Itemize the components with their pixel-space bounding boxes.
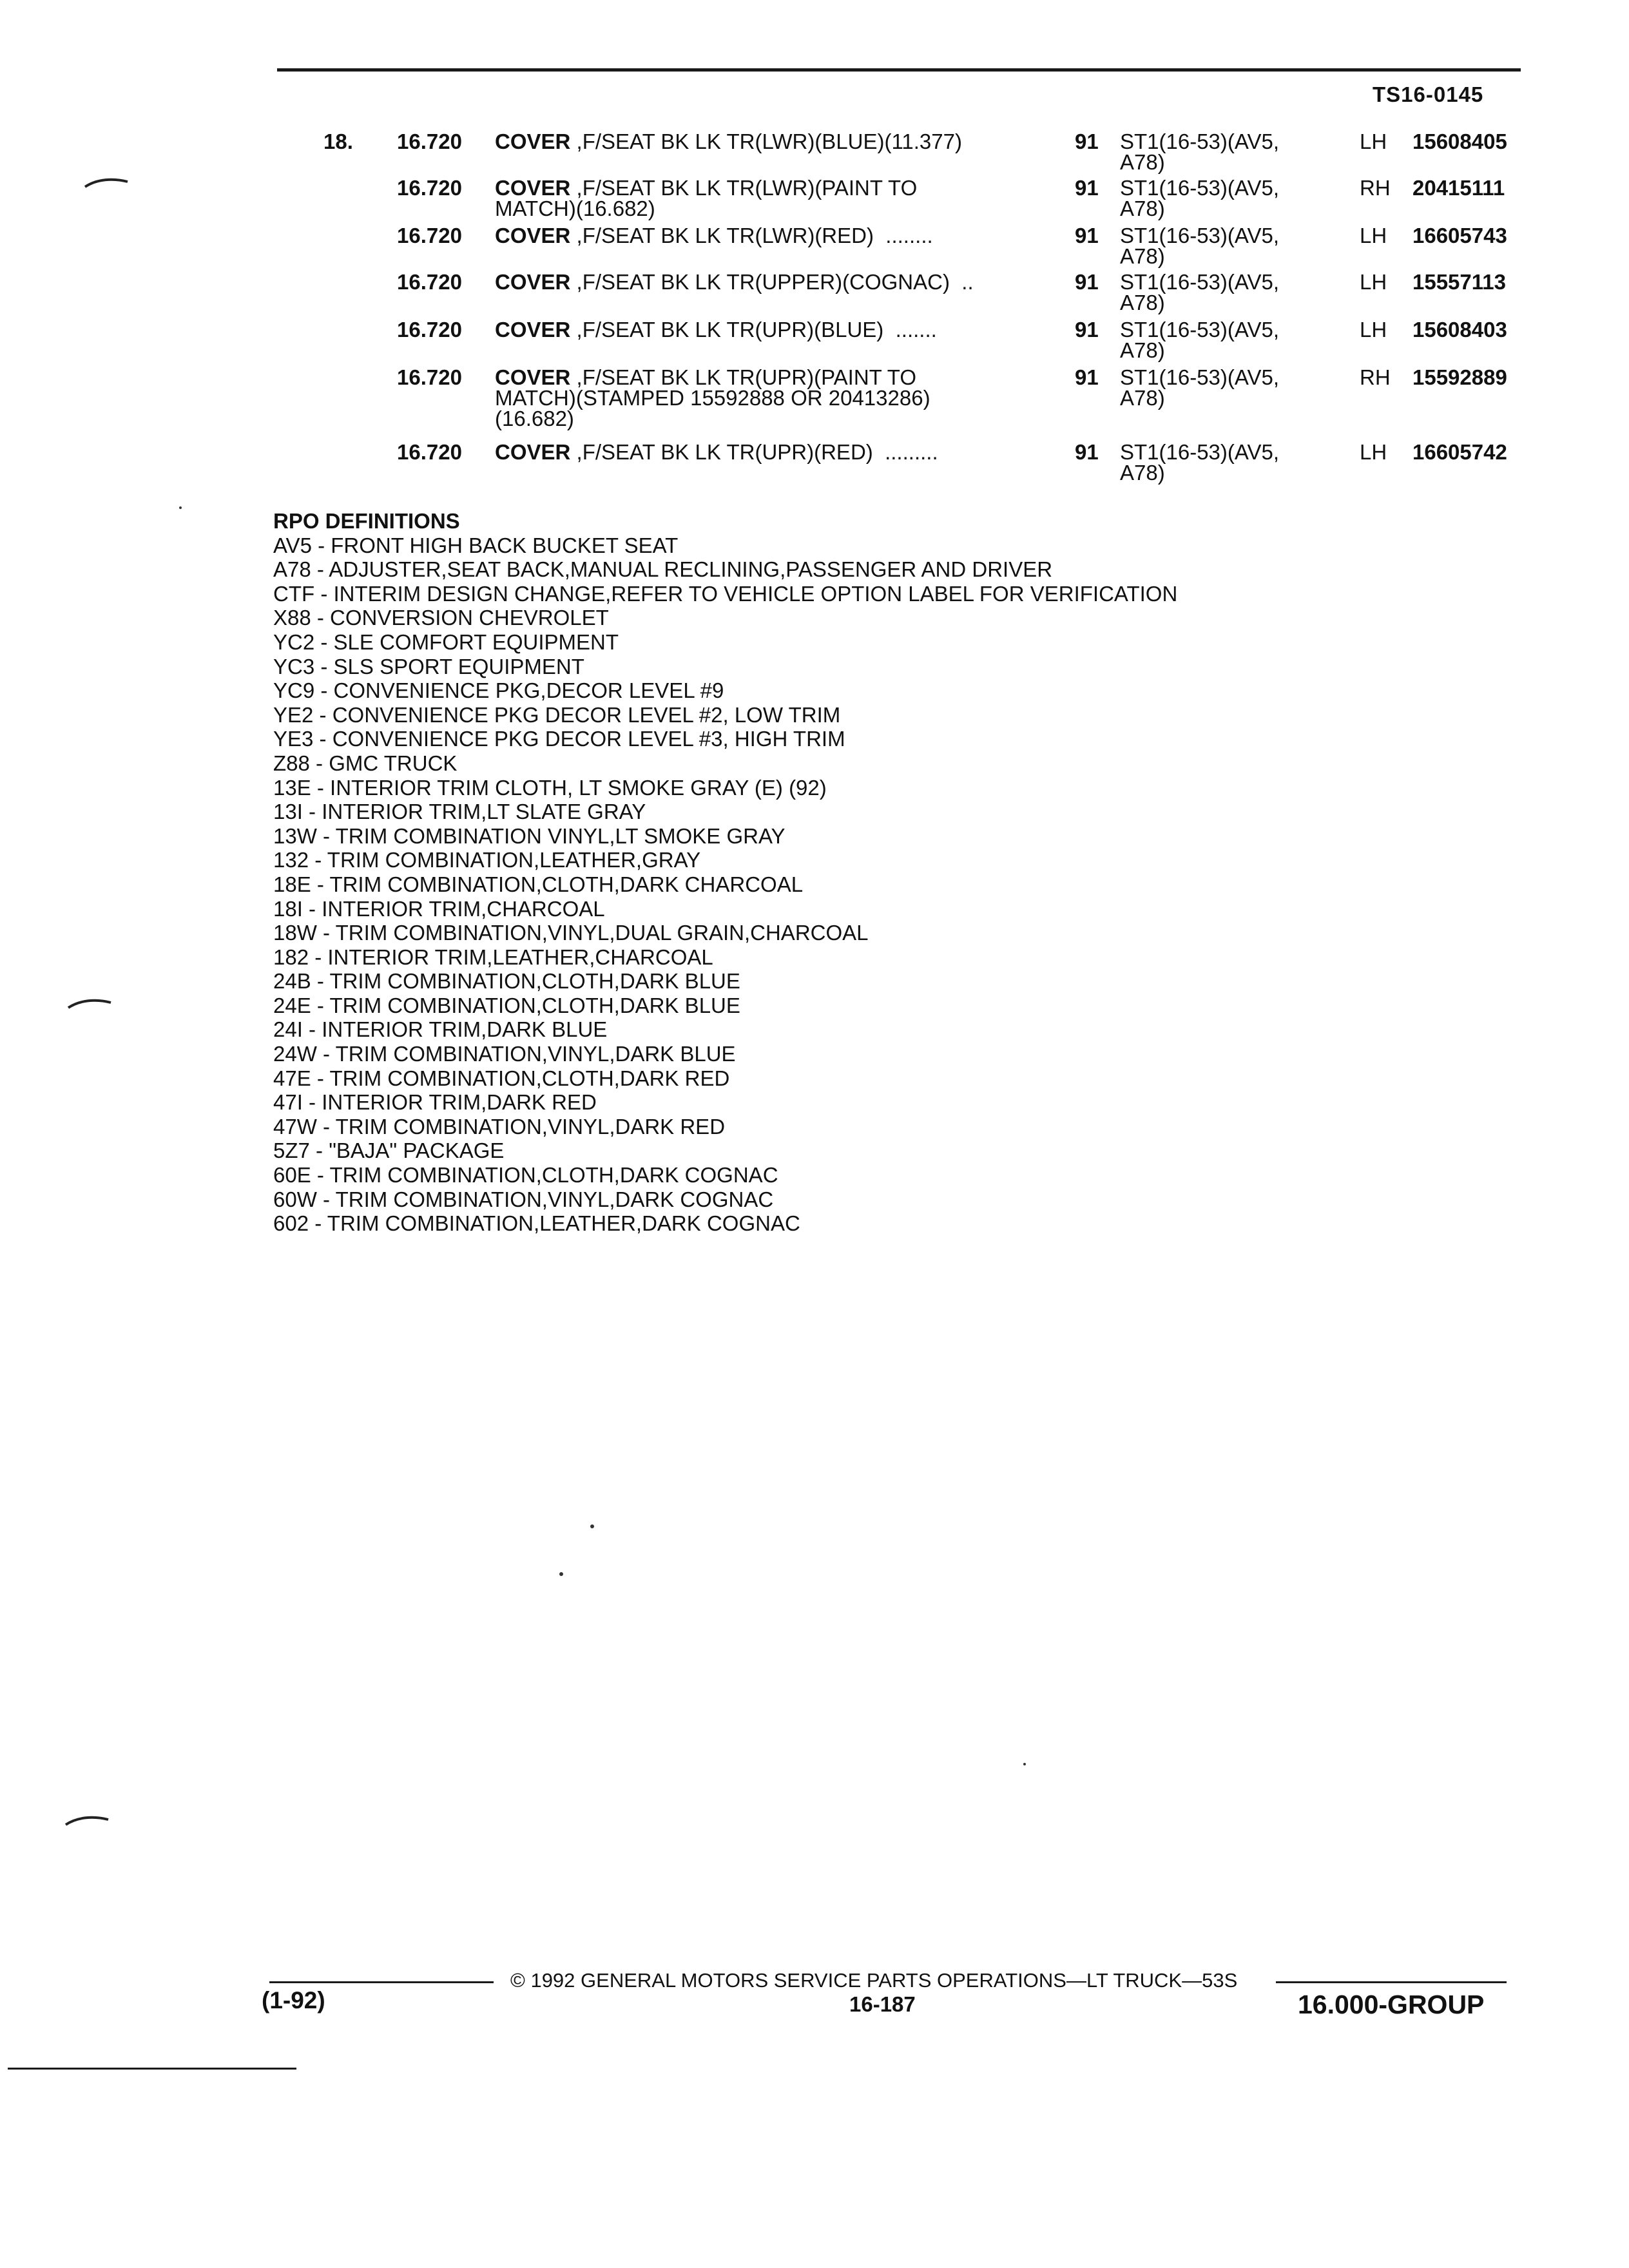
rpo-definition: 132 - TRIM COMBINATION,LEATHER,GRAY	[273, 848, 701, 872]
rpo-title: RPO DEFINITIONS	[273, 509, 460, 533]
footer-copyright: © 1992 GENERAL MOTORS SERVICE PARTS OPERATIONS—LT TRUCK—53S	[510, 1969, 1238, 1992]
model-year: 91	[1075, 130, 1099, 153]
hole-punch-mark	[84, 177, 129, 189]
rpo-definition: 13W - TRIM COMBINATION VINYL,LT SMOKE GRAY	[273, 823, 786, 848]
usage	[1120, 226, 1279, 267]
part-name: COVER	[495, 270, 571, 294]
usage	[1120, 367, 1279, 408]
side: LH	[1360, 318, 1387, 341]
side: LH	[1360, 440, 1387, 464]
group-number: 16.720	[397, 365, 462, 389]
desc-line: ,F/SEAT BK LK TR(UPR)(BLUE) .......	[576, 318, 937, 341]
rpo-definition: 47W - TRIM COMBINATION,VINYL,DARK RED	[273, 1114, 726, 1139]
rpo-definition: YC2 - SLE COMFORT EQUIPMENT	[273, 629, 619, 654]
rpo-definition: 5Z7 - "BAJA" PACKAGE	[273, 1139, 505, 1163]
page-number: 16-187	[849, 1992, 916, 2016]
model-year: 91	[1075, 365, 1099, 389]
rpo-definition: 18I - INTERIOR TRIM,CHARCOAL	[273, 896, 605, 921]
rpo-definition: 60W - TRIM COMBINATION,VINYL,DARK COGNAC	[273, 1187, 774, 1211]
part-name: COVER	[495, 224, 571, 247]
usage-line: ST1(16-53)(AV5,	[1120, 440, 1279, 464]
group-number: 16.720	[397, 440, 462, 464]
usage-line: ST1(16-53)(AV5,	[1120, 365, 1279, 389]
part-name: COVER	[495, 318, 571, 341]
part-description	[495, 272, 974, 293]
rpo-definition: 13I - INTERIOR TRIM,LT SLATE GRAY	[273, 800, 646, 824]
side: LH	[1360, 130, 1387, 153]
part-name: COVER	[495, 130, 571, 153]
group-number: 16.720	[397, 318, 462, 341]
usage	[1120, 442, 1279, 483]
scan-speck	[1023, 1763, 1026, 1765]
rpo-definition: Z88 - GMC TRUCK	[273, 751, 458, 775]
parts-row	[0, 178, 1547, 223]
bottom-left-rule	[8, 2068, 296, 2070]
scan-speck	[179, 506, 182, 509]
side: LH	[1360, 224, 1387, 247]
group-number: 16.720	[397, 176, 462, 200]
reference-code: TS16-0145	[1373, 82, 1484, 106]
model-year: 91	[1075, 176, 1099, 200]
rpo-definition: 47E - TRIM COMBINATION,CLOTH,DARK RED	[273, 1066, 730, 1090]
desc-line: MATCH)(16.682)	[495, 197, 655, 220]
rpo-list	[273, 533, 1177, 1236]
usage-line: ST1(16-53)(AV5,	[1120, 176, 1279, 200]
usage-line: A78)	[1120, 150, 1165, 174]
rpo-definition: 18W - TRIM COMBINATION,VINYL,DUAL GRAIN,CHARCOAL	[273, 921, 869, 945]
rpo-definition: X88 - CONVERSION CHEVROLET	[273, 606, 609, 630]
part-name: COVER	[495, 176, 571, 200]
rpo-definition: 24E - TRIM COMBINATION,CLOTH,DARK BLUE	[273, 993, 740, 1017]
rpo-definition: AV5 - FRONT HIGH BACK BUCKET SEAT	[273, 533, 679, 557]
group-number: 16.720	[397, 130, 462, 153]
hole-punch-mark	[67, 997, 112, 1010]
usage-line: A78)	[1120, 244, 1165, 268]
usage-line: ST1(16-53)(AV5,	[1120, 130, 1279, 153]
part-description	[495, 226, 933, 246]
footer-rule-right	[1276, 1981, 1507, 1983]
desc-line: (16.682)	[495, 407, 574, 430]
hole-punch-mark	[64, 1814, 110, 1827]
rpo-definition: 47I - INTERIOR TRIM,DARK RED	[273, 1090, 597, 1115]
part-description	[495, 178, 917, 219]
rpo-definition: 24B - TRIM COMBINATION,CLOTH,DARK BLUE	[273, 969, 740, 994]
desc-line: ,F/SEAT BK LK TR(UPPER)(COGNAC) ..	[576, 270, 974, 294]
part-number: 15557113	[1412, 270, 1507, 294]
scan-speck	[590, 1524, 594, 1528]
usage-line: A78)	[1120, 338, 1165, 362]
usage-line: A78)	[1120, 386, 1165, 410]
parts-row	[0, 131, 1547, 177]
usage-line: ST1(16-53)(AV5,	[1120, 318, 1279, 341]
side: RH	[1360, 365, 1391, 389]
model-year: 91	[1075, 224, 1099, 247]
group-label: 16.000-GROUP	[1298, 1990, 1485, 2019]
desc-line: ,F/SEAT BK LK TR(UPR)(PAINT TO	[576, 365, 917, 389]
group-number: 16.720	[397, 224, 462, 247]
part-description	[495, 320, 937, 340]
parts-row	[0, 320, 1547, 365]
rpo-definition: 60E - TRIM COMBINATION,CLOTH,DARK COGNAC	[273, 1163, 778, 1187]
usage-line: A78)	[1120, 291, 1165, 314]
usage	[1120, 272, 1279, 313]
rpo-definition: YC3 - SLS SPORT EQUIPMENT	[273, 654, 584, 678]
model-year: 91	[1075, 440, 1099, 464]
part-number: 15608405	[1412, 130, 1507, 153]
usage-line: ST1(16-53)(AV5,	[1120, 224, 1279, 247]
part-number: 16605742	[1412, 440, 1507, 464]
rpo-definition: YE3 - CONVENIENCE PKG DECOR LEVEL #3, HIGH TRIM	[273, 727, 845, 751]
parts-row	[0, 442, 1547, 487]
rpo-definition: YC9 - CONVENIENCE PKG,DECOR LEVEL #9	[273, 678, 724, 703]
part-name: COVER	[495, 440, 571, 464]
usage	[1120, 178, 1279, 219]
parts-row	[0, 365, 1547, 430]
desc-line: ,F/SEAT BK LK TR(LWR)(PAINT TO	[576, 176, 918, 200]
side: LH	[1360, 270, 1387, 294]
desc-line: ,F/SEAT BK LK TR(LWR)(RED) ........	[576, 224, 933, 247]
part-description	[495, 442, 938, 463]
model-year: 91	[1075, 270, 1099, 294]
desc-line: MATCH)(STAMPED 15592888 OR 20413286)	[495, 386, 930, 410]
rpo-definition: CTF - INTERIM DESIGN CHANGE,REFER TO VEHICLE OPTION LABEL FOR VERIFICATION	[273, 581, 1178, 606]
rpo-definition: 24I - INTERIOR TRIM,DARK BLUE	[273, 1017, 608, 1042]
desc-line: ,F/SEAT BK LK TR(LWR)(BLUE)(11.377)	[576, 130, 962, 153]
part-name: COVER	[495, 365, 571, 389]
desc-line: ,F/SEAT BK LK TR(UPR)(RED) .........	[576, 440, 938, 464]
part-number: 15608403	[1412, 318, 1507, 341]
item-number: 18.	[323, 130, 353, 153]
rpo-definition: 18E - TRIM COMBINATION,CLOTH,DARK CHARCOAL	[273, 872, 804, 896]
rpo-definition: 24W - TRIM COMBINATION,VINYL,DARK BLUE	[273, 1042, 736, 1066]
usage-line: A78)	[1120, 461, 1165, 485]
usage	[1120, 131, 1279, 173]
rpo-definition: 182 - INTERIOR TRIM,LEATHER,CHARCOAL	[273, 945, 713, 969]
part-number: 20415111	[1412, 176, 1505, 200]
usage-line: ST1(16-53)(AV5,	[1120, 270, 1279, 294]
rpo-definition: YE2 - CONVENIENCE PKG DECOR LEVEL #2, LOW TRIM	[273, 702, 841, 727]
rpo-definition: A78 - ADJUSTER,SEAT BACK,MANUAL RECLINING,PASSENGER AND DRIVER	[273, 557, 1053, 582]
part-description	[495, 131, 962, 152]
rpo-definitions	[273, 509, 1177, 1236]
parts-row	[0, 272, 1547, 317]
side: RH	[1360, 176, 1391, 200]
group-number: 16.720	[397, 270, 462, 294]
scan-speck	[559, 1572, 563, 1576]
parts-row	[0, 226, 1547, 271]
usage	[1120, 320, 1279, 361]
part-number: 16605743	[1412, 224, 1507, 247]
part-description	[495, 367, 930, 429]
rpo-definition: 602 - TRIM COMBINATION,LEATHER,DARK COGNAC	[273, 1211, 800, 1236]
part-number: 15592889	[1412, 365, 1507, 389]
top-rule	[277, 68, 1521, 72]
footer-date: (1-92)	[262, 1987, 325, 2013]
footer-rule-left	[269, 1981, 494, 1983]
usage-line: A78)	[1120, 197, 1165, 220]
model-year: 91	[1075, 318, 1099, 341]
rpo-definition: 13E - INTERIOR TRIM CLOTH, LT SMOKE GRAY (E) (92)	[273, 775, 827, 800]
